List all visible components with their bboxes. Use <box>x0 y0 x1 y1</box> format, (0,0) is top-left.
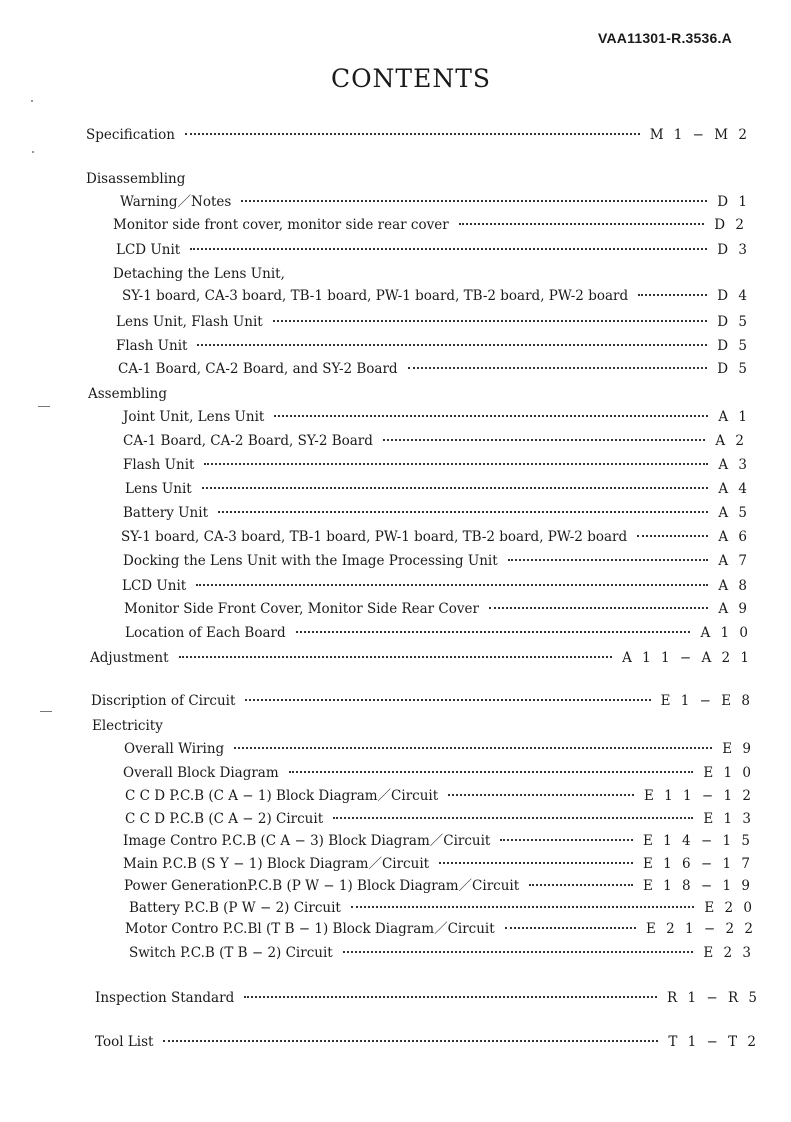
toc-label: LCD Unit <box>116 242 181 258</box>
toc-label: Switch P.C.B (T B − 2) Circuit <box>129 945 333 961</box>
toc-entry-location-boards <box>125 624 751 642</box>
dot-leader <box>179 656 613 658</box>
toc-page: M 1 − M 2 <box>649 127 750 143</box>
dot-leader <box>245 699 650 701</box>
toc-label: CA-1 Board, CA-2 Board, and SY-2 Board <box>118 361 398 377</box>
dot-leader <box>163 1040 658 1042</box>
dot-leader <box>343 951 694 953</box>
toc-label: Overall Block Diagram <box>123 765 279 781</box>
toc-page: T 1 − T 2 <box>668 1034 759 1050</box>
toc-label: Docking the Lens Unit with the Image Processing Unit <box>123 553 498 569</box>
toc-label: Image Contro P.C.B (C A − 3) Block Diagram／Circuit <box>123 833 491 849</box>
dot-leader <box>241 200 707 202</box>
toc-entry-tool-list <box>95 1033 759 1051</box>
toc-page: D 5 <box>717 314 750 330</box>
section-heading-disassembling: Disassembling <box>86 171 186 187</box>
toc-entry-switch-tb2 <box>129 944 754 962</box>
toc-entry-flash-unit <box>116 337 750 355</box>
toc-entry-discription-circuit <box>91 692 753 710</box>
toc-label: Lens Unit <box>125 481 192 497</box>
toc-label: Warning／Notes <box>120 194 232 210</box>
toc-page: A 4 <box>718 481 750 497</box>
toc-page: E 1 − E 8 <box>660 693 753 709</box>
dot-leader <box>448 794 634 796</box>
dot-leader <box>351 906 695 908</box>
dot-leader <box>234 747 712 749</box>
dot-leader <box>333 817 693 819</box>
section-heading-electricity: Electricity <box>92 718 163 734</box>
toc-entry-battery-pw2 <box>129 899 755 917</box>
margin-mark <box>38 406 50 407</box>
toc-entry-battery-unit <box>123 504 750 522</box>
margin-mark <box>32 151 34 153</box>
toc-entry-lens-flash-unit <box>116 313 750 331</box>
dot-leader <box>638 294 707 296</box>
toc-label: Joint Unit, Lens Unit <box>123 409 265 425</box>
toc-page: D 3 <box>717 242 750 258</box>
toc-label: Overall Wiring <box>124 741 225 757</box>
toc-label: Specification <box>86 127 175 143</box>
dot-leader <box>508 559 709 561</box>
toc-entry-docking <box>123 552 750 570</box>
toc-page: A 1 0 <box>700 625 751 641</box>
toc-page: E 9 <box>722 741 754 757</box>
toc-page: D 1 <box>717 194 750 210</box>
toc-label: Flash Unit <box>116 338 188 354</box>
dot-leader <box>500 839 633 841</box>
dot-leader <box>196 584 708 586</box>
dot-leader <box>489 607 708 609</box>
toc-entry-main-sy1 <box>123 855 753 873</box>
toc-page: A 3 <box>718 457 750 473</box>
page-title: CONTENTS <box>330 64 492 93</box>
toc-page: E 1 4 − 1 5 <box>643 833 753 849</box>
toc-page: E 1 0 <box>703 765 754 781</box>
toc-entry-boards <box>122 287 750 305</box>
toc-label: Lens Unit, Flash Unit <box>116 314 263 330</box>
toc-entry-power-pw1 <box>124 877 753 895</box>
toc-label: C C D P.C.B (C A − 1) Block Diagram／Circuit <box>125 788 439 804</box>
toc-entry-boards <box>121 528 750 546</box>
dot-leader <box>185 133 640 135</box>
toc-entry-monitor-cover <box>124 600 750 618</box>
toc-entry-lens-unit <box>125 480 750 498</box>
toc-label: Inspection Standard <box>95 990 235 1006</box>
toc-page: R 1 − R 5 <box>667 990 760 1006</box>
dot-leader <box>202 487 709 489</box>
dot-leader <box>218 511 708 513</box>
toc-label: Discription of Circuit <box>91 693 236 709</box>
toc-page: A 5 <box>718 505 750 521</box>
toc-entry-flash-unit <box>123 456 750 474</box>
toc-entry-ca-boards <box>118 360 750 378</box>
toc-entry-specification <box>86 126 750 144</box>
toc-page: D 4 <box>717 288 750 304</box>
margin-mark <box>31 100 33 102</box>
toc-label: Location of Each Board <box>125 625 286 641</box>
dot-leader <box>439 862 633 864</box>
toc-page: D 5 <box>717 361 750 377</box>
toc-label: Battery P.C.B (P W − 2) Circuit <box>129 900 341 916</box>
toc-page: A 1 <box>718 409 750 425</box>
toc-label: CA-1 Board, CA-2 Board, SY-2 Board <box>123 433 373 449</box>
toc-page: A 1 1 − A 2 1 <box>622 650 752 666</box>
section-heading-assembling: Assembling <box>88 386 168 402</box>
dot-leader <box>459 223 705 225</box>
toc-label: Adjustment <box>90 650 169 666</box>
toc-label: Battery Unit <box>123 505 208 521</box>
dot-leader <box>289 771 694 773</box>
toc-page: A 8 <box>718 578 750 594</box>
toc-label: Main P.C.B (S Y − 1) Block Diagram／Circuit <box>123 856 430 872</box>
toc-label: Tool List <box>95 1034 154 1050</box>
toc-entry-overall-wiring <box>124 740 754 758</box>
toc-entry-image-ca3 <box>123 832 753 850</box>
toc-page: E 1 1 − 1 2 <box>644 788 754 804</box>
toc-page: D 2 <box>714 217 747 233</box>
toc-page: A 2 <box>715 433 747 449</box>
toc-label: Monitor side front cover, monitor side rear cover <box>113 217 449 233</box>
toc-entry-lcd-unit <box>116 241 750 259</box>
dot-leader <box>274 415 708 417</box>
toc-page: A 6 <box>718 529 750 545</box>
toc-label: LCD Unit <box>122 578 187 594</box>
toc-subheading-detaching-lens: Detaching the Lens Unit, <box>113 266 285 282</box>
toc-label: SY-1 board, CA-3 board, TB-1 board, PW-1 board, TB-2 board, PW-2 board <box>121 529 628 545</box>
toc-label: SY-1 board, CA-3 board, TB-1 board, PW-1 board, TB-2 board, PW-2 board <box>122 288 629 304</box>
dot-leader <box>273 320 708 322</box>
toc-label: Power GenerationP.C.B (P W − 1) Block Diagram／Circuit <box>124 878 520 894</box>
dot-leader <box>637 535 708 537</box>
toc-page: A 9 <box>718 601 750 617</box>
toc-label: Flash Unit <box>123 457 195 473</box>
toc-entry-overall-block <box>123 764 754 782</box>
toc-entry-monitor-cover <box>113 216 747 234</box>
toc-entry-adjustment <box>90 649 752 667</box>
toc-entry-ccd-ca2 <box>125 810 754 828</box>
toc-page: E 2 0 <box>704 900 755 916</box>
toc-entry-ccd-ca1 <box>125 787 754 805</box>
toc-page: D 5 <box>717 338 750 354</box>
toc-label: Monitor Side Front Cover, Monitor Side Rear Cover <box>124 601 479 617</box>
toc-page: E 1 8 − 1 9 <box>643 878 753 894</box>
toc-page: E 2 3 <box>703 945 754 961</box>
toc-page: E 1 3 <box>703 811 754 827</box>
document-code: VAA11301-R.3536.A <box>598 30 732 46</box>
dot-leader <box>197 344 707 346</box>
toc-entry-ca-boards <box>123 432 747 450</box>
dot-leader <box>408 367 708 369</box>
toc-entry-joint-lens <box>123 408 750 426</box>
dot-leader <box>244 996 657 998</box>
dot-leader <box>204 463 708 465</box>
toc-label: C C D P.C.B (C A − 2) Circuit <box>125 811 324 827</box>
margin-mark <box>40 711 52 712</box>
toc-entry-inspection-standard <box>95 989 760 1007</box>
toc-label: Motor Contro P.C.Bl (T B − 1) Block Diagram／Circuit <box>125 921 495 937</box>
toc-entry-warning-notes <box>120 193 750 211</box>
toc-page: A 7 <box>718 553 750 569</box>
dot-leader <box>383 439 705 441</box>
dot-leader <box>529 884 633 886</box>
dot-leader <box>505 927 636 929</box>
toc-page: E 1 6 − 1 7 <box>643 856 753 872</box>
dot-leader <box>190 248 707 250</box>
dot-leader <box>296 631 691 633</box>
toc-entry-lcd-unit <box>122 577 750 595</box>
toc-entry-motor-tb1 <box>125 920 756 938</box>
toc-page: E 2 1 − 2 2 <box>646 921 756 937</box>
